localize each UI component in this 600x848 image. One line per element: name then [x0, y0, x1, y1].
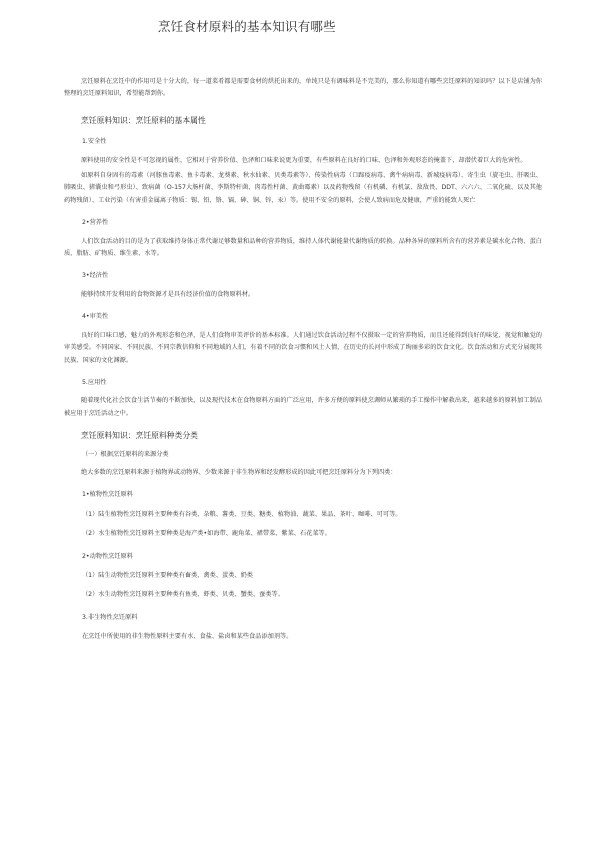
attribute-title-application: 5.应用性 [82, 378, 107, 386]
attribute-title-economy: 3•经济性 [82, 272, 109, 280]
attribute-title-nutrition: 2•营养性 [82, 219, 109, 227]
intro-paragraph: 烹饪原料在烹饪中的作用可是十分大的，每一道菜肴都是需要食材的烘托出来的，单纯只是有调味料是不完美的，那么你知道有哪些烹饪原料的知识吗？以下是店铺为你整理的烹饪原料知识，希望能帮到你。 [64, 78, 542, 98]
paragraph-safety-2: 如原料自身固有的毒素（河豚鱼毒素、鱼卡毒素、龙葵素、秋水仙素、贝类毒素等）、传染性病毒（口蹄疫病毒、禽牛病病毒、新城疫病毒）、寄生虫（旋毛虫、肝吸虫、肺吸虫、猪囊虫和弓形虫）、致病菌（O-157大肠杆菌、李斯特杆菌、肉毒性杆菌、黄曲霉素）以及药物残留（有机磷、有机氯、敌敌畏、DDT、六六六、二氧化硫、以及其他药物残留）、工业污染（有害重金属离子物质：锡、铅、铬、镉、砷、铜、锌、汞）等。使用不安全的原料，会使人致病而危及健康，严重的能致人死亡 [64, 172, 542, 204]
paragraph-plant-water: （2）水生植物性烹饪原料主要种类是海产类•如海带、鹿角菜、裙带菜、紫菜、石花菜等。 [82, 530, 331, 538]
paragraph-application: 随着现代化社会饮食生活节奏的不断加快，以及现代技术在食物原料方面的广泛应用，许多方便的原料使烹调师从繁琐的手工操作中解救出来，越来越多的原料加工制品被应用于烹饪活动之中。 [64, 397, 542, 417]
category-title-nonliving: 3.非生物性烹饪原料 [82, 613, 138, 621]
paragraph-four-categories: 绝大多数的烹饪原料来源于植物界或动物界、少数来源于非生物界和经发酵形成的因此可把烹饪原料分为下列四类： [81, 468, 397, 476]
subheading-by-source: （一）根据烹饪原料的来源分类 [82, 450, 169, 458]
paragraph-plant-land: （1）陆生植物性烹饪原料主要种类有谷类、杂粮、薯类、豆类、糖类、植物油、蔬菜、果品、茶叶、咖啡、可可等。 [82, 510, 402, 518]
document-title: 烹饪食材原料的基本知识有哪些 [158, 19, 336, 34]
paragraph-safety-1: 原料使用的安全性是不可忽视的属性，它相对于营养价值、色泽和口味来说更为重要，有些原料在良好的口味、色泽和外观形态的掩盖下，却潜伏着巨大的危害性。 [81, 156, 527, 164]
document-body [64, 76, 542, 644]
paragraph-nutrition: 人们饮食活动的目的是为了获取维持身体正常代谢足够数量和品种的营养物质，维持人体代谢能量代谢物质的转换。品种各异的原料所含有的营养素是碳水化合物、蛋白质、脂肪、矿物质、维生素、水等。 [64, 237, 542, 258]
paragraph-economy: 能够持续开发利用的食物资源才是具有经济价值的食物原料材。 [81, 290, 255, 298]
paragraph-animal-land: （1）陆生动物性烹饪原料主要种类有畜类、禽类、蛋类、奶类 [82, 571, 253, 579]
paragraph-animal-water: （2）水生动物性烹饪原料主要种类有鱼类、虾类、贝类、蟹类、蚕类等。 [82, 591, 284, 599]
category-title-plant: 1•植物性烹饪原料 [82, 491, 133, 499]
paragraph-nonliving: 在烹饪中所使用的非生物性原料主要有水、食盐、盐卤和某些食品添加剂等。 [82, 633, 293, 641]
category-title-animal: 2•动物性烹饪原料 [82, 552, 133, 560]
attribute-title-aesthetic: 4•审美性 [82, 313, 109, 321]
attribute-title-safety: 1.安全性 [82, 138, 107, 146]
section-heading-classification: 烹饪原料知识：烹饪原料种类分类 [81, 431, 198, 441]
section-heading-attributes: 烹饪原料知识：烹饪原料的基本属性 [81, 115, 206, 125]
paragraph-aesthetic: 良好的口味口感，魅力的外观形态和色泽，是人们食物审美评价的基本标准。人们通过饮食活动过程不仅摄取一定的营养物质，而且还能得到良好的味觉、视觉和触觉的审美感受。不同国家、不同民族、不同宗教信仰和不同地域的人们，有着不同的饮食习惯和风土人情，在历史的长河中形成了绚丽多彩的饮食文化。饮食活动和方式充分展现其民族、国家的文化渊源。 [64, 331, 542, 364]
